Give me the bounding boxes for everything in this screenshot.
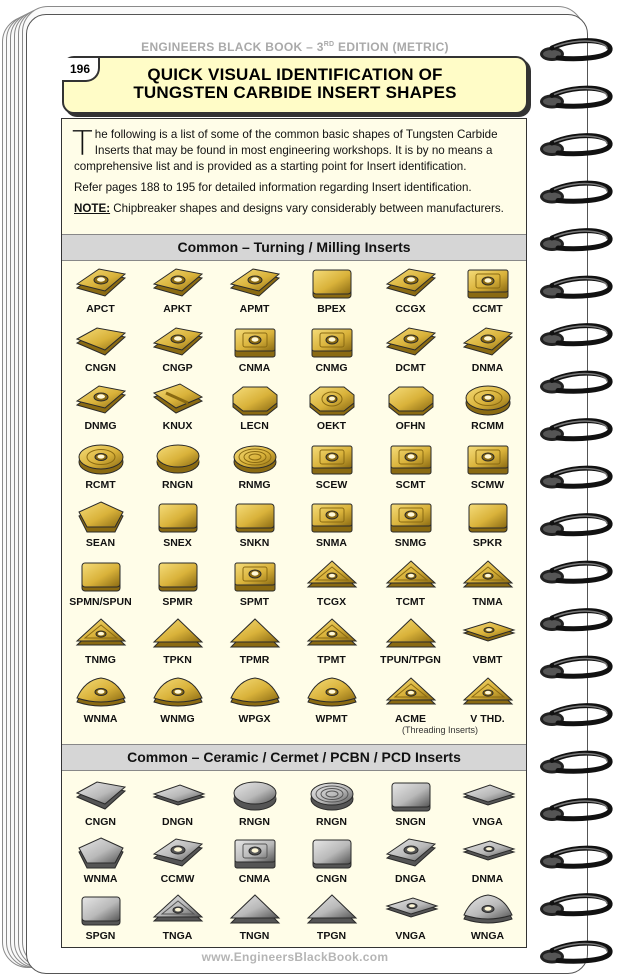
insert-square-plain-icon [449,500,526,536]
footer-url: www.EngineersBlackBook.com [201,950,389,964]
insert-label: WPMT [315,712,348,725]
insert-rngn [139,442,216,491]
insert-trigon-hole-icon [62,676,139,712]
insert-label: TPKN [163,654,192,666]
insert-label: RNGN [162,478,193,491]
insert-spmt [216,559,293,608]
insert-scmt [372,442,449,491]
insert-tnmg [62,617,139,666]
insert-label: SCMW [470,478,505,491]
insert-trigon-hole-icon [139,676,216,712]
insert-dngn [139,779,216,828]
insert-square-plain-icon [62,559,139,595]
insert-cngn [293,836,370,885]
insert-label: TPGN [316,930,347,942]
insert-triangle-hole-icon [139,893,216,929]
insert-rhombus-plain-icon [62,325,139,361]
insert-round-rings-icon [293,779,370,815]
insert-cngn [62,325,139,374]
insert-label: SPGN [85,930,116,942]
insert-tcgx [293,559,370,608]
insert-rhombus-hole-icon [139,325,216,361]
insert-label: RNGN [316,816,347,828]
insert-apmt [216,266,293,315]
insert-apct [62,266,139,315]
insert-rhombus-hole-icon [62,383,139,419]
insert-square-plain-icon [372,779,449,815]
insert-triangle-hole-icon [449,676,526,712]
insert-label: ACME [395,712,426,725]
insert-tpkn [139,617,216,666]
insert-triangle-hole-icon [293,559,370,595]
insert-label: SPMT [239,595,270,608]
insert-round-hole-icon [449,383,526,419]
insert-tnga [139,893,216,942]
insert-square-plain-icon [139,500,216,536]
insert-tngn [216,893,293,942]
insert-label: CCGX [395,303,426,315]
insert-label: RCMT [85,478,116,491]
insert-label: V THD. [470,712,505,725]
insert-square-hole-icon [293,325,370,361]
insert-square-hole-icon [372,442,449,478]
insert-cnma [216,325,293,374]
insert-label: SPKR [472,537,503,549]
insert-label: DNMG [84,420,117,432]
insert-cnmg [293,325,370,374]
insert-label: TNMG [85,654,116,666]
insert-vee-plain-icon [139,779,216,815]
spiral-binding [538,30,620,970]
insert-square-plain-icon [216,500,293,536]
insert-lecn [216,383,293,432]
insert-tpmt [293,617,370,666]
insert-label: TNGN [239,930,270,942]
insert-dnma [449,325,526,374]
insert-label: TNGA [162,930,193,942]
insert-octagon-hole-icon [293,383,370,419]
insert-square-hole-icon [216,325,293,361]
insert-label: APCT [86,303,115,315]
insert-label: VNGA [472,816,503,828]
insert-rhombus-round-hole-icon [139,266,216,302]
note-label: NOTE: [74,202,111,215]
insert-tcmt [372,559,449,608]
content-panel [61,118,527,948]
insert-label: OFHN [395,420,426,432]
insert-label: WNMA [83,873,118,885]
insert-label: SPMN/SPUN [69,595,132,608]
insert-wpmt [293,676,370,725]
insert-label: CNGN [85,361,116,374]
insert-square-hole-icon [372,500,449,536]
insert-label: DNMA [471,361,504,374]
insert-label: TCGX [316,595,347,608]
insert-pentagon-icon [62,500,139,536]
insert-round-plain-icon [216,779,293,815]
insert-label: WNMG [160,712,195,725]
insert-label: CNMA [238,873,271,885]
insert-label: WNMA [83,712,118,725]
insert-trigon-hole-icon [449,893,526,929]
insert-label: SCMT [395,478,426,491]
insert-scmw [449,442,526,491]
insert-knux [139,383,216,432]
insert-tpmr [216,617,293,666]
insert-round-rings-icon [216,442,293,478]
insert-label: APMT [239,303,270,315]
insert-tpun-tpgn [372,617,449,666]
drop-cap: T [72,124,93,164]
insert-cngn [62,779,139,828]
insert-label: CNGN [316,873,347,885]
section-header-turning: Common – Turning / Milling Inserts [62,234,526,261]
insert-wnma [62,836,139,885]
insert-label: CNGN [85,816,116,828]
insert-label: CCMW [160,873,195,885]
insert-rhombus-hole-icon [372,325,449,361]
insert-oekt [293,383,370,432]
insert-round-plain-icon [139,442,216,478]
insert-cngp [139,325,216,374]
insert-vee-hole-icon [372,893,449,929]
insert-label: TPMT [317,654,346,666]
insert-acme [372,676,449,725]
insert-trigon-hole-icon [293,676,370,712]
insert-dnga [372,836,449,885]
insert-wpgx [216,676,293,725]
insert-parallelogram-icon [139,383,216,419]
insert-label: DNGN [162,816,193,828]
insert-wnma [62,676,139,725]
insert-rhombus-round-hole-icon [216,266,293,302]
insert-label: SNKN [239,537,270,549]
insert-ofhn [372,383,449,432]
insert-label: RNMG [238,478,271,491]
insert-label: VBMT [472,654,503,666]
insert-trigon-plain-icon [216,676,293,712]
insert-label: TPUN/TPGN [380,654,441,666]
insert-spmr [139,559,216,608]
insert-square-hole-icon [449,266,526,302]
insert-tnma [449,559,526,608]
insert-snma [293,500,370,549]
insert-vnga [449,779,526,828]
insert-dcmt [372,325,449,374]
insert-rngn [293,779,370,828]
insert-label: BPEX [317,303,346,315]
insert-octagon-plain-icon [216,383,293,419]
insert-label: OEKT [316,420,347,432]
insert-label: TPMR [239,654,270,666]
insert-rhombus-plain-icon [62,779,139,815]
insert-square-plain-icon [293,266,370,302]
insert-label: SPMR [162,595,193,608]
insert-rhombus-hole-icon [139,836,216,872]
insert-square-hole-icon [216,559,293,595]
insert-label: SNEX [163,537,192,549]
insert-vnga [372,893,449,942]
insert-square-plain-icon [139,559,216,595]
insert-triangle-hole-icon [372,559,449,595]
insert-label: KNUX [162,420,193,432]
insert-label: LECN [240,420,269,432]
insert-rnmg [216,442,293,491]
insert-apkt [139,266,216,315]
section-header-ceramic: Common – Ceramic / Cermet / PCBN / PCD Inserts [62,744,526,771]
insert-snmg [372,500,449,549]
insert-scew [293,442,370,491]
book-header: ENGINEERS BLACK BOOK – 3RD EDITION (METRIC) [141,40,449,54]
insert-triangle-plain-icon [372,617,449,653]
insert-v-thd [449,676,526,725]
insert-triangle-hole-icon [449,559,526,595]
insert-label: CNMA [238,361,271,374]
insert-wnmg [139,676,216,725]
insert-vee-hole-icon [449,836,526,872]
insert-rhombus-hole-icon [372,266,449,302]
insert-label: SCEW [315,478,348,491]
insert-label: APKT [163,303,192,315]
insert-cnma [216,836,293,885]
insert-snkn [216,500,293,549]
insert-label: WNGA [470,930,505,942]
insert-label: CCMT [472,303,503,315]
insert-triangle-hole-icon [372,676,449,712]
insert-dnmg [62,383,139,432]
page-title: QUICK VISUAL IDENTIFICATION OF TUNGSTEN CARBIDE INSERT SHAPES [133,65,457,102]
insert-triangle-plain-icon [293,893,370,929]
insert-label: TNMA [472,595,503,608]
insert-ccgx [372,266,449,315]
insert-label: SNGN [395,816,426,828]
insert-label: DNGA [395,873,426,885]
insert-label: SNMG [394,537,427,549]
intro-text: The following is a list of some of the common basic shapes of Tungsten Carbide Inserts that may be found in most engineering workshops. It is by no means a comprehensive list and is provided as a starting point for Insert identification. Refer pages 188 to 195 for detailed information regarding Insert identification. NOTE: Chipbreaker shapes and designs vary considerably between manufacturers. [72,124,504,215]
insert-ccmw [139,836,216,885]
insert-rhombus-round-hole-icon [62,266,139,302]
insert-triangle-plain-icon [216,617,293,653]
insert-triangle-hole-icon [62,617,139,653]
insert-label: CNGP [162,361,193,374]
insert-triangle-plain-icon [139,617,216,653]
insert-label: SNMA [316,537,347,549]
insert-bpex [293,266,370,315]
insert-dnma [449,836,526,885]
insert-label: WPGX [238,712,271,725]
insert-triangle-hole-icon [293,617,370,653]
insert-square-hole-icon [216,836,293,872]
insert-triangle-plain-icon [216,893,293,929]
insert-vee-plain-icon [449,779,526,815]
insert-octagon-plain-icon [372,383,449,419]
page-number: 196 [62,58,100,82]
insert-label: VNGA [395,930,426,942]
insert-label: DNMA [471,873,504,885]
threading-inserts-note: (Threading Inserts) [402,724,479,735]
insert-vbmt [449,617,526,666]
insert-rngn [216,779,293,828]
insert-label: CNMG [315,361,348,374]
insert-spgn [62,893,139,942]
insert-square-plain-icon [62,893,139,929]
insert-vee-hole-icon [449,617,526,653]
insert-rcmm [449,383,526,432]
insert-snex [139,500,216,549]
insert-label: RCMM [471,420,504,432]
insert-spmn-spun [62,559,139,608]
insert-label: TCMT [395,595,426,608]
insert-wnga [449,893,526,942]
insert-tpgn [293,893,370,942]
insert-square-hole-icon [293,442,370,478]
insert-rhombus-hole-icon [449,325,526,361]
insert-square-hole-icon [293,500,370,536]
insert-label: SEAN [85,537,116,549]
insert-square-hole-icon [449,442,526,478]
insert-round-hole-icon [62,442,139,478]
insert-sean [62,500,139,549]
insert-rhombus-hole-icon [372,836,449,872]
insert-sngn [372,779,449,828]
insert-label: RNGN [239,816,270,828]
insert-pentagon-icon [62,836,139,872]
insert-spkr [449,500,526,549]
insert-square-plain-icon [293,836,370,872]
insert-ccmt [449,266,526,315]
insert-label: DCMT [395,361,426,374]
insert-rcmt [62,442,139,491]
